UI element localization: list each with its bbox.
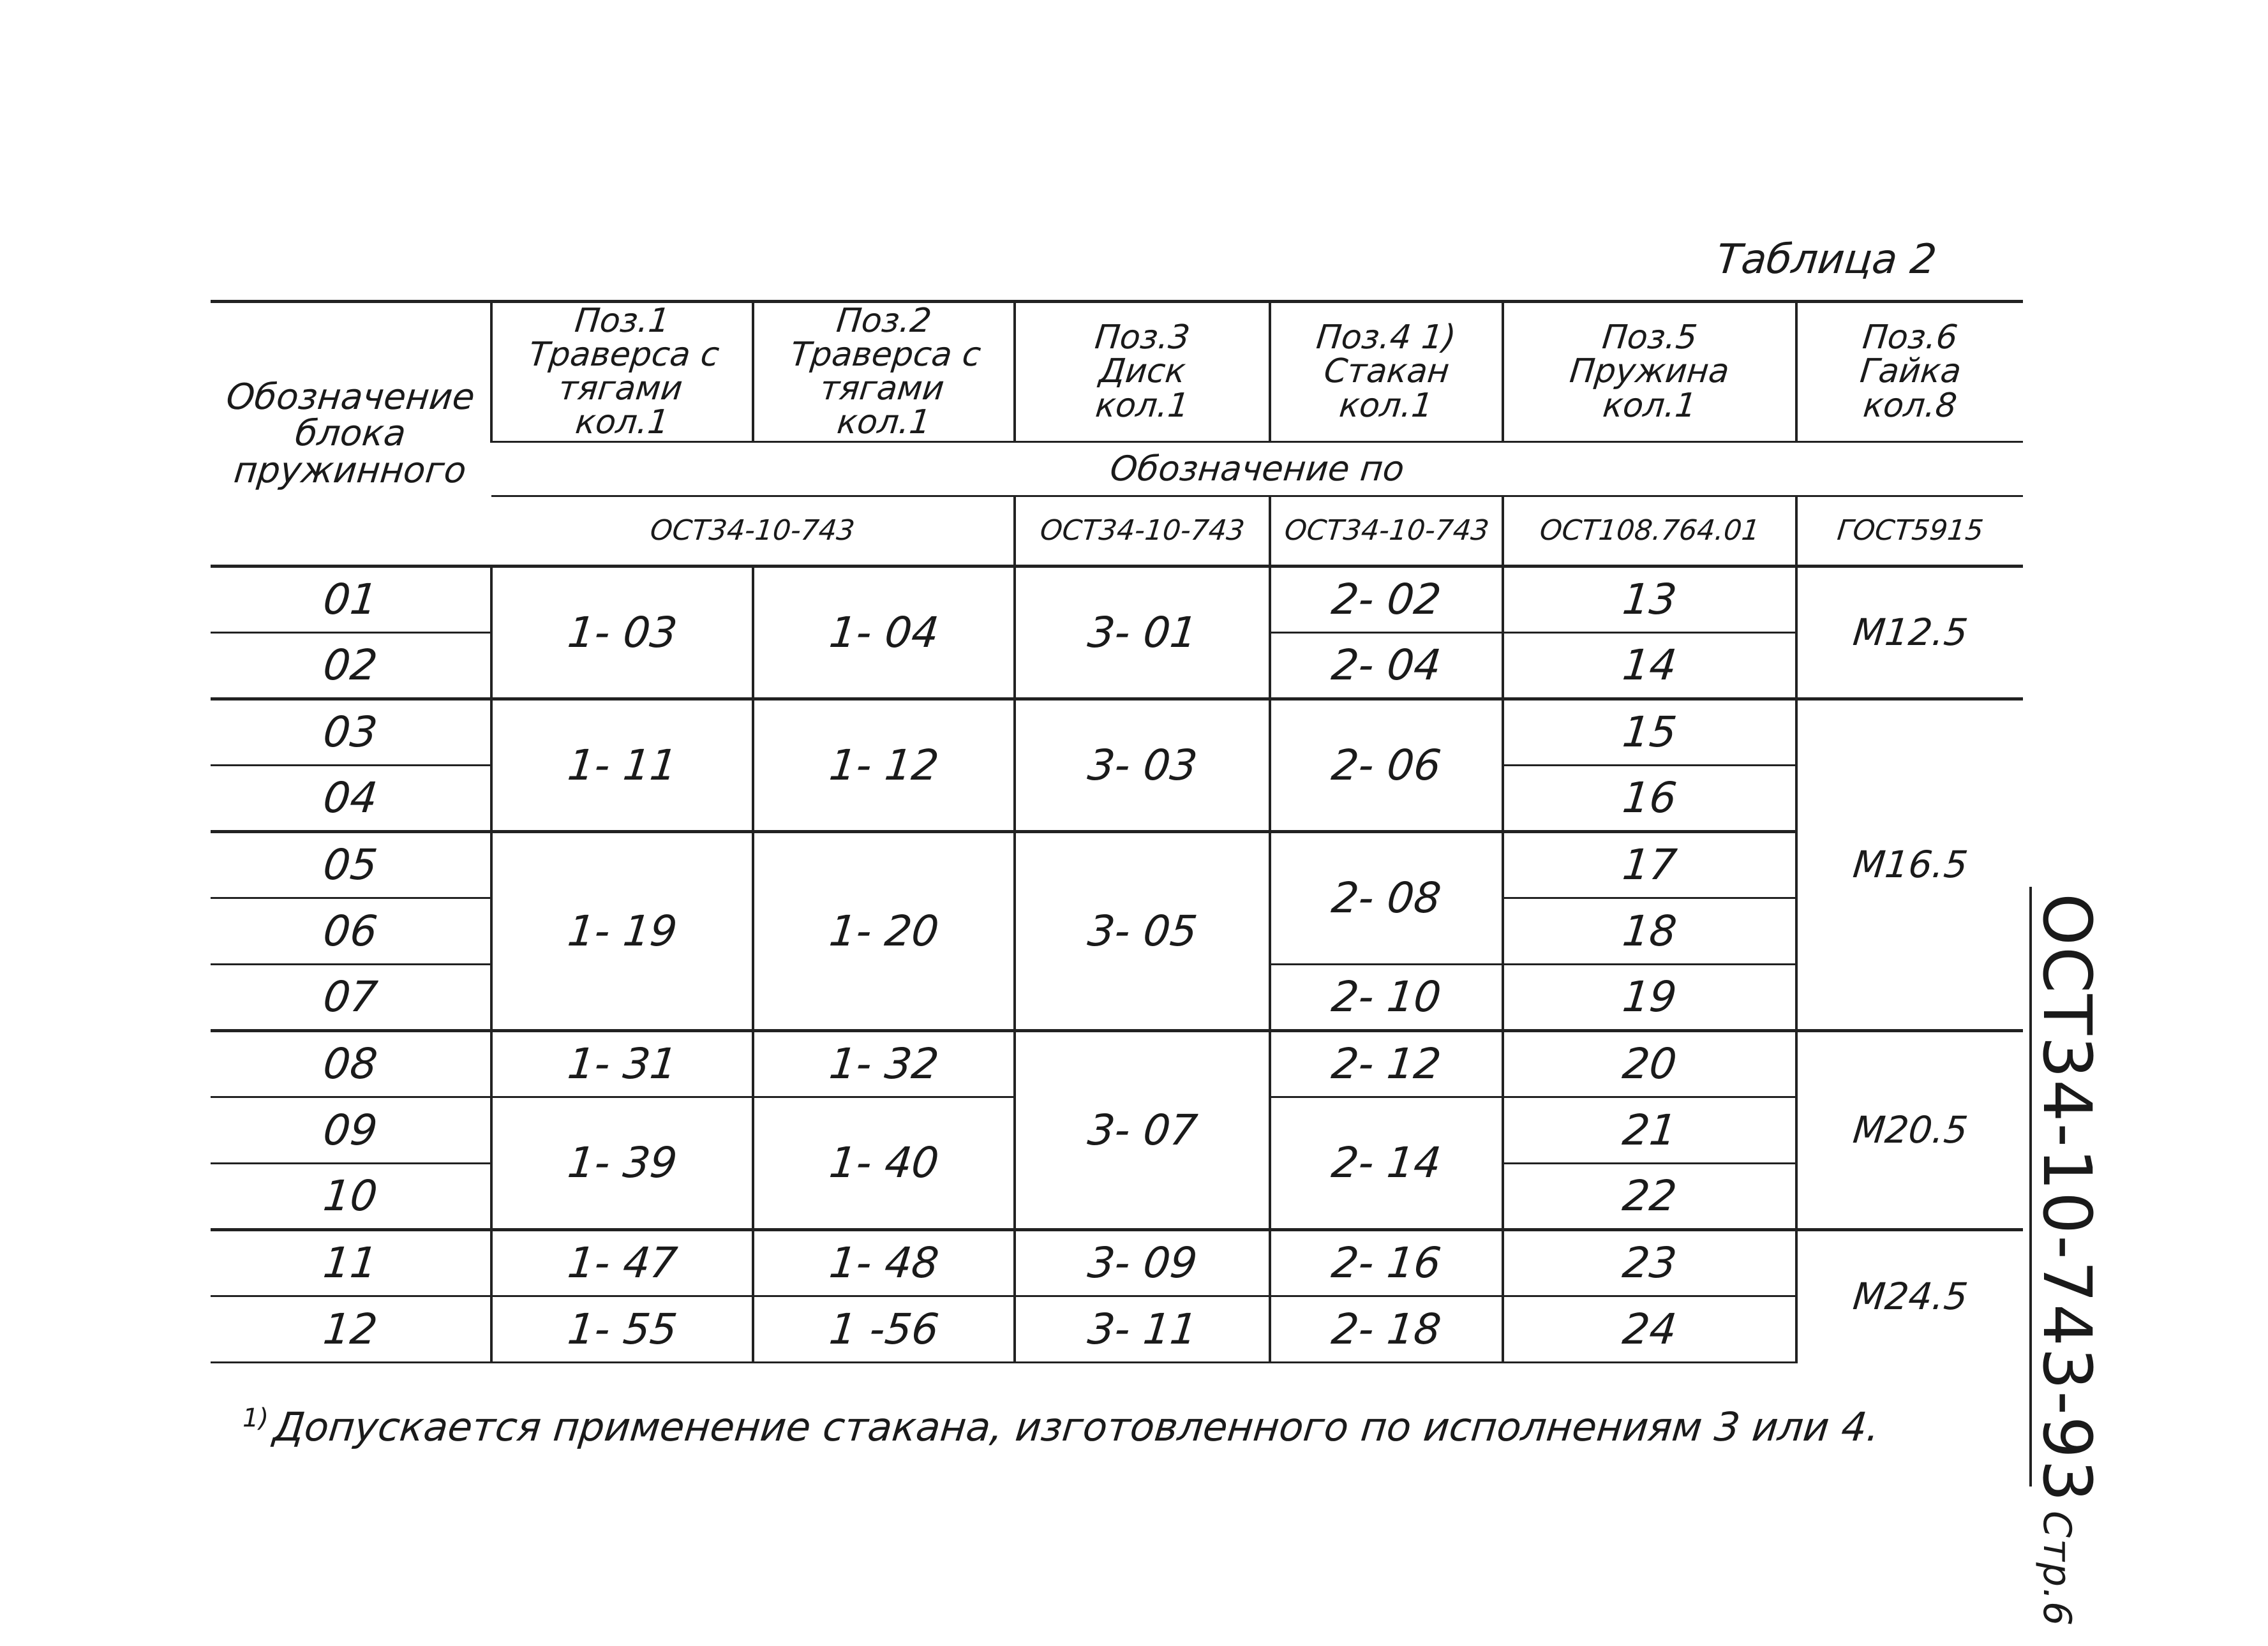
standard-pos5: ОСТ108.764.01 — [1503, 496, 1796, 567]
pos4-cell: 2- 16 — [1270, 1230, 1503, 1296]
pos2-cell: 1- 12 — [753, 699, 1015, 832]
document-stamp — [2028, 893, 2106, 1627]
table-row — [211, 567, 2023, 633]
pos2-cell: 1- 40 — [753, 1097, 1015, 1230]
pos5-cell: 17 — [1503, 832, 1796, 898]
pos2-cell: 1 -56 — [753, 1296, 1015, 1363]
block-cell: 02 — [211, 633, 491, 699]
pos5-cell: 18 — [1503, 898, 1796, 965]
block-cell: 12 — [211, 1296, 491, 1363]
pos5-cell: 14 — [1503, 633, 1796, 699]
block-cell: 01 — [211, 567, 491, 633]
pos4-cell: 2- 08 — [1270, 832, 1503, 965]
pos3-cell: 3- 09 — [1015, 1230, 1270, 1296]
pos4-cell: 2- 02 — [1270, 567, 1503, 633]
block-cell: 09 — [211, 1097, 491, 1164]
pos2-cell: 1- 20 — [753, 832, 1015, 1031]
pos2-cell: 1- 04 — [753, 567, 1015, 699]
block-cell: 07 — [211, 965, 491, 1031]
pos1-cell: 1- 39 — [491, 1097, 753, 1230]
block-cell: 04 — [211, 766, 491, 832]
block-cell: 03 — [211, 699, 491, 766]
footnote-mark: 1) — [242, 1404, 269, 1434]
pos2-cell: 1- 32 — [753, 1031, 1015, 1097]
pos4-cell: 2- 04 — [1270, 633, 1503, 699]
pos6-cell: М20.5 — [1796, 1031, 2023, 1230]
footnote — [242, 1404, 1882, 1450]
block-cell: 11 — [211, 1230, 491, 1296]
designation-by-header: Обозначение по — [491, 442, 2023, 496]
block-cell: 06 — [211, 898, 491, 965]
header-pos5: Поз.5 Пружина кол.1 — [1503, 302, 1796, 442]
pos4-cell: 2- 18 — [1270, 1296, 1503, 1363]
standard-pos6: ГОСТ5915 — [1796, 496, 2023, 567]
block-cell: 05 — [211, 832, 491, 898]
block-cell: 10 — [211, 1164, 491, 1230]
table-row — [211, 1296, 2023, 1363]
header-pos2: Поз.2 Траверса с тягами кол.1 — [753, 302, 1015, 442]
pos3-cell: 3- 05 — [1015, 832, 1270, 1031]
standard-pos3: ОСТ34-10-743 — [1015, 496, 1270, 567]
table-row — [211, 832, 2023, 898]
pos5-cell: 21 — [1503, 1097, 1796, 1164]
pos3-cell: 3- 03 — [1015, 699, 1270, 832]
header-pos6: Поз.6 Гайка кол.8 — [1796, 302, 2023, 442]
standard-code: ОСТ34-10-743-93 — [2028, 893, 2106, 1504]
table-row — [211, 1031, 2023, 1097]
pos5-cell: 23 — [1503, 1230, 1796, 1296]
pos1-cell: 1- 55 — [491, 1296, 753, 1363]
standard-pos4: ОСТ34-10-743 — [1270, 496, 1503, 567]
pos4-cell: 2- 06 — [1270, 699, 1503, 832]
pos1-cell: 1- 03 — [491, 567, 753, 699]
header-pos4: Поз.4 1) Стакан кол.1 — [1270, 302, 1503, 442]
pos1-cell: 1- 31 — [491, 1031, 753, 1097]
pos3-cell: 3- 07 — [1015, 1031, 1270, 1230]
pos1-cell: 1- 19 — [491, 832, 753, 1031]
header-pos1: Поз.1 Траверса с тягами кол.1 — [491, 302, 753, 442]
pos5-cell: 13 — [1503, 567, 1796, 633]
block-cell: 08 — [211, 1031, 491, 1097]
pos1-cell: 1- 47 — [491, 1230, 753, 1296]
footnote-text: Допускается применение стакана, изготовленного по исполнениям 3 или 4. — [271, 1404, 1882, 1450]
pos5-cell: 24 — [1503, 1296, 1796, 1363]
standard-pos1-2: ОСТ34-10-743 — [491, 496, 1015, 567]
pos3-cell: 3- 01 — [1015, 567, 1270, 699]
pos2-cell: 1- 48 — [753, 1230, 1015, 1296]
pos5-cell: 20 — [1503, 1031, 1796, 1097]
pos4-cell: 2- 12 — [1270, 1031, 1503, 1097]
page-number: Стр.6 — [2034, 1511, 2079, 1627]
pos6-cell: М12.5 — [1796, 567, 2023, 699]
pos5-cell: 15 — [1503, 699, 1796, 766]
header-pos3: Поз.3 Диск кол.1 — [1015, 302, 1270, 442]
table-row — [211, 699, 2023, 766]
spec-table — [211, 300, 2023, 1363]
pos6-cell: М24.5 — [1796, 1230, 2023, 1363]
pos3-cell: 3- 11 — [1015, 1296, 1270, 1363]
pos4-cell: 2- 14 — [1270, 1097, 1503, 1230]
header-row-positions — [211, 302, 2023, 442]
pos5-cell: 16 — [1503, 766, 1796, 832]
designation-header: Обозначение блока пружинного — [211, 302, 491, 567]
pos4-cell: 2- 10 — [1270, 965, 1503, 1031]
pos5-cell: 22 — [1503, 1164, 1796, 1230]
pos6-cell: М16.5 — [1796, 699, 2023, 1031]
pos5-cell: 19 — [1503, 965, 1796, 1031]
pos1-cell: 1- 11 — [491, 699, 753, 832]
table-row — [211, 1230, 2023, 1296]
table-caption: Таблица 2 — [1714, 236, 1939, 283]
